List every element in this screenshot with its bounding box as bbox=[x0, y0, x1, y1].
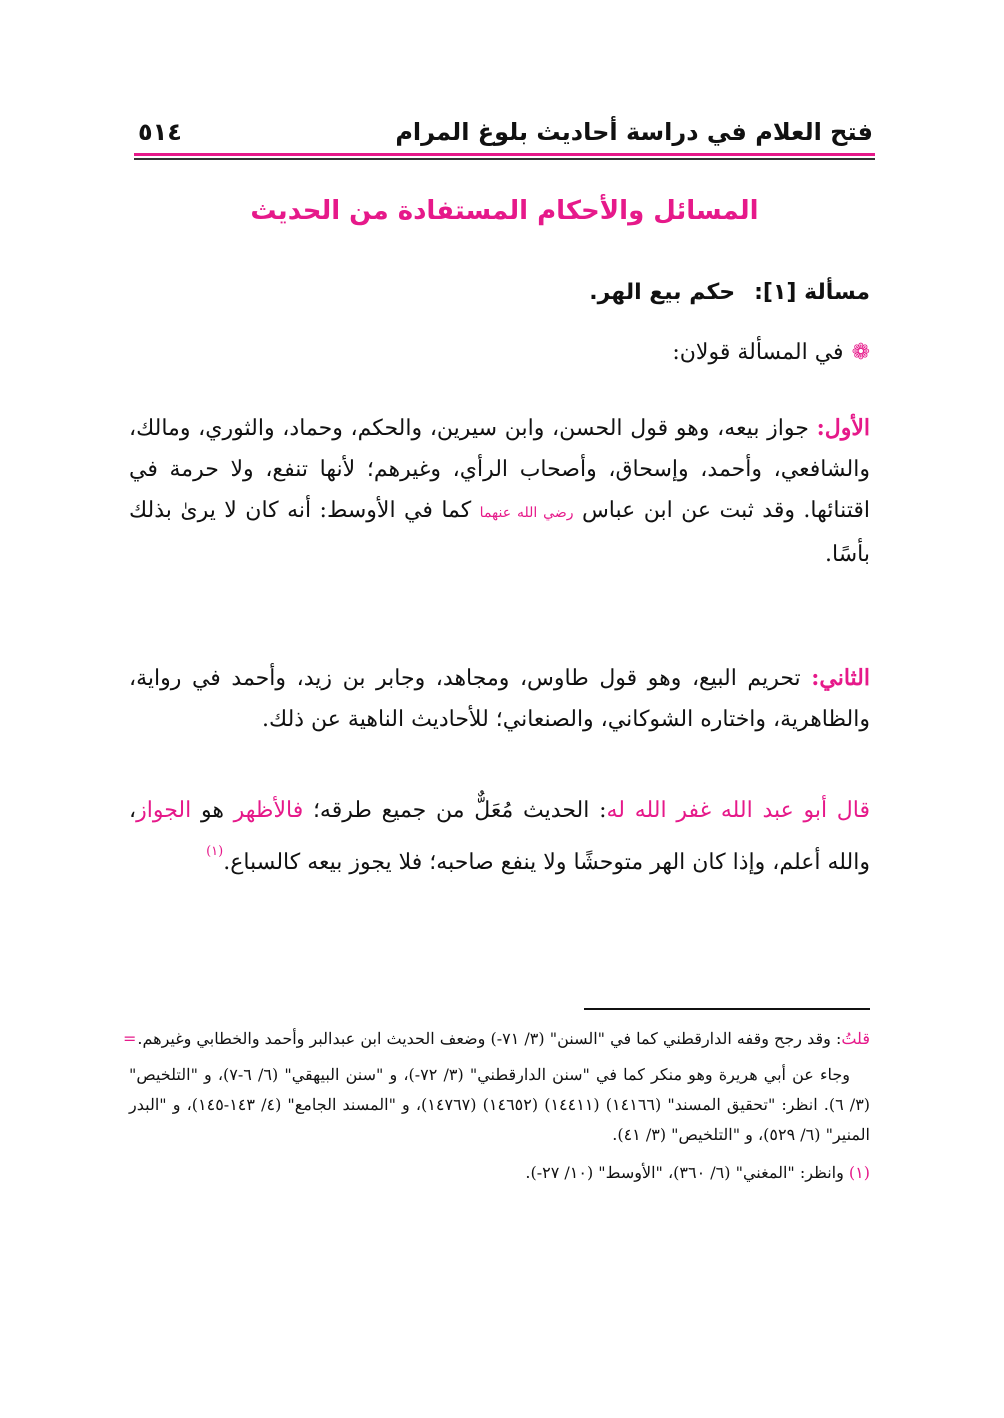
author-text-c: هو bbox=[191, 798, 234, 823]
footnotes bbox=[123, 1024, 871, 1188]
issue-label: مسألة [١]: bbox=[754, 280, 870, 305]
author-name: قال أبو عبد الله غفر الله له bbox=[606, 798, 871, 823]
header-rule-dark bbox=[134, 158, 875, 160]
header-rule-accent bbox=[134, 153, 875, 156]
intro-line bbox=[672, 340, 870, 365]
running-header bbox=[138, 118, 873, 154]
footnote-ref-marker: (١) bbox=[848, 1163, 870, 1182]
author-text-d: الجواز bbox=[136, 798, 192, 823]
issue-text: حكم بيع الهر. bbox=[589, 280, 736, 305]
footnote-text-1: : وقد رجح وقفه الدارقطني كما في "السنن" (٣/ ٧١-) وضعف الحديث ابن عبدالبر وأحمد والخطابي وغيرهم. bbox=[137, 1029, 842, 1048]
footnote-continued bbox=[129, 1024, 870, 1054]
footnote-1 bbox=[129, 1158, 870, 1188]
paragraph-first-opinion bbox=[129, 408, 870, 575]
footnote-ref-text: وانظر: "المغني" (٦/ ٣٦٠)، "الأوسط" (١٠/ ٢٧-). bbox=[525, 1163, 849, 1182]
first-label: الأول: bbox=[816, 415, 870, 441]
section-heading: المسائل والأحكام المستفادة من الحديث bbox=[250, 196, 759, 226]
first-text-b: كما في الأوسط: أنه كان لا يرىٰ بذلك بأسًا. bbox=[129, 498, 870, 567]
book-title: فتح العلام في دراسة أحاديث بلوغ المرام bbox=[395, 118, 873, 146]
second-text: تحريم البيع، وهو قول طاوس، ومجاهد، وجابر بن زيد، وأحمد في رواية، والظاهرية، واختاره الشوكاني، والصنعاني؛ للأحاديث الناهية عن ذلك. bbox=[129, 666, 870, 732]
author-text-e: ، والله أعلم، وإذا كان الهر متوحشًا ولا ينفع صاحبه؛ فلا يجوز بيعه كالسباع. bbox=[129, 798, 870, 875]
author-text-b: فالأظهر bbox=[233, 798, 304, 823]
continuation-marker: = bbox=[123, 1029, 137, 1048]
footnote-marker: (١) bbox=[206, 844, 224, 859]
author-text-a: : الحديث مُعَلٌّ من جميع طرقه؛ bbox=[303, 798, 607, 823]
first-text-a: جواز بيعه، وهو قول الحسن، وابن سيرين، والحكم، وحماد، والثوري، ومالك، والشافعي، وأحمد، وإسحاق، وأصحاب الرأي، وغيرهم؛ لأنها تنفع، ولا حرمة في اقتنائها. وقد ثبت عن ابن عباس bbox=[129, 416, 871, 523]
honorific-ligature: رضي الله عنهما bbox=[479, 505, 574, 521]
footnote-continued-2: وجاء عن أبي هريرة وهو منكر كما في "سنن الدارقطني" (٣/ ٧٢-)، و "سنن البيهقي" (٦/ ٦-٧)، و "التلخيص" (٣/ ٦). انظر: "تحقيق المسند" (١٤١٦٦) (١٤٤١١) (١٤٦٥٢) (١٤٧٦٧)، و "المسند الجامع" (٤/ ١٤٣-١٤٥)، و "البدر المنير" (٦/ ٥٢٩)، و "التلخيص" (٣/ ٤١). bbox=[129, 1065, 871, 1144]
second-label: الثاني: bbox=[811, 665, 870, 691]
paragraph-author-opinion bbox=[129, 790, 870, 883]
footnote-separator bbox=[584, 1008, 870, 1010]
paragraph-second-opinion bbox=[129, 658, 870, 740]
issue-title bbox=[589, 280, 870, 305]
intro-text: في المسألة قولان: bbox=[672, 340, 844, 365]
page-number: ٥١٤ bbox=[138, 118, 182, 146]
footnote-lead: قلتُ bbox=[841, 1029, 870, 1048]
flower-icon: ❁ bbox=[851, 340, 870, 365]
